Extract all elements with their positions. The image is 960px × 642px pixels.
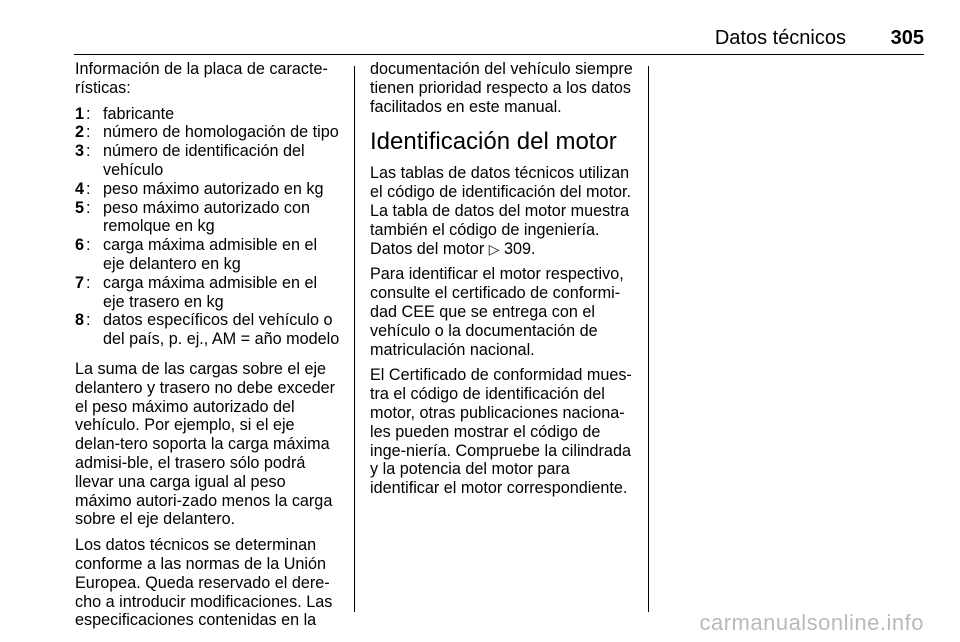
legend-item: 4 : peso máximo autorizado en kg: [75, 179, 324, 198]
plate-intro: Información de la placa de caracte- rísticas:: [75, 60, 328, 97]
column-divider-1: [354, 66, 355, 612]
column-middle: [370, 60, 636, 505]
legend-item: 8 : datos específicos del vehículo o del país, p. ej., AM = año modelo: [75, 311, 340, 349]
xref-arrow-icon[interactable]: ▷: [488, 240, 500, 257]
xref-link[interactable]: 309.: [504, 239, 536, 258]
watermark: carmanualsonline.info: [699, 610, 924, 635]
engine-id-heading: Identificación del motor: [370, 128, 617, 156]
plate-legend: [75, 105, 343, 349]
section-title: Datos técnicos: [714, 27, 846, 49]
continued-paragraph: documentación del vehículo siempre tienen prioridad respecto a los datos facilitados en este manual.: [370, 60, 633, 116]
legend-item: 5 : peso máximo autorizado con remolque en kg: [75, 198, 310, 236]
legend-item: 2 : número de homologación de tipo: [75, 123, 339, 142]
legend-item: 1 : fabricante: [75, 104, 175, 123]
technical-data-paragraph: Los datos técnicos se determinan conforme a las normas de la Unión Europea. Queda reservado el dere-cho a introducir modificaciones. Las especificaciones contenidas en la: [75, 536, 333, 630]
header-rule: [74, 54, 924, 55]
engine-tables-paragraph: Las tablas de datos técnicos utilizan el código de identificación del motor. La tabla de datos del motor muestra también el código de ingeniería. Datos del motor ▷ 309.: [370, 164, 631, 258]
page-number: 305: [890, 27, 924, 49]
page-header: [0, 0, 960, 58]
column-left: [75, 60, 343, 637]
axle-load-paragraph: La suma de las cargas sobre el eje delantero y trasero no debe exceder el peso máximo autorizado del vehículo. Por ejemplo, si el eje delan-tero soporta la carga máxima admisi-ble, el trasero sólo podrá llevar una carga igual al peso máximo autori-zado menos la carga sobre el eje delantero.: [75, 359, 336, 529]
legend-item: 3 : número de identificación del vehículo: [75, 142, 305, 179]
column-divider-2: [648, 66, 649, 612]
certificate-paragraph: El Certificado de conformidad mues-tra el código de identificación del motor, otras publicaciones naciona-les pueden mostrar el código de inge-niería. Compruebe la cilindrada y la potencia del motor para identificar el motor correspondiente.: [370, 366, 632, 498]
identify-engine-paragraph: Para identificar el motor respectivo, consulte el certificado de conformi-dad CEE que se entrega con el vehículo o la documentación de matriculación nacional.: [370, 265, 624, 359]
legend-item: 7 : carga máxima admisible en el eje trasero en kg: [75, 273, 318, 311]
legend-item: 6 : carga máxima admisible en el eje delantero en kg: [75, 236, 318, 273]
